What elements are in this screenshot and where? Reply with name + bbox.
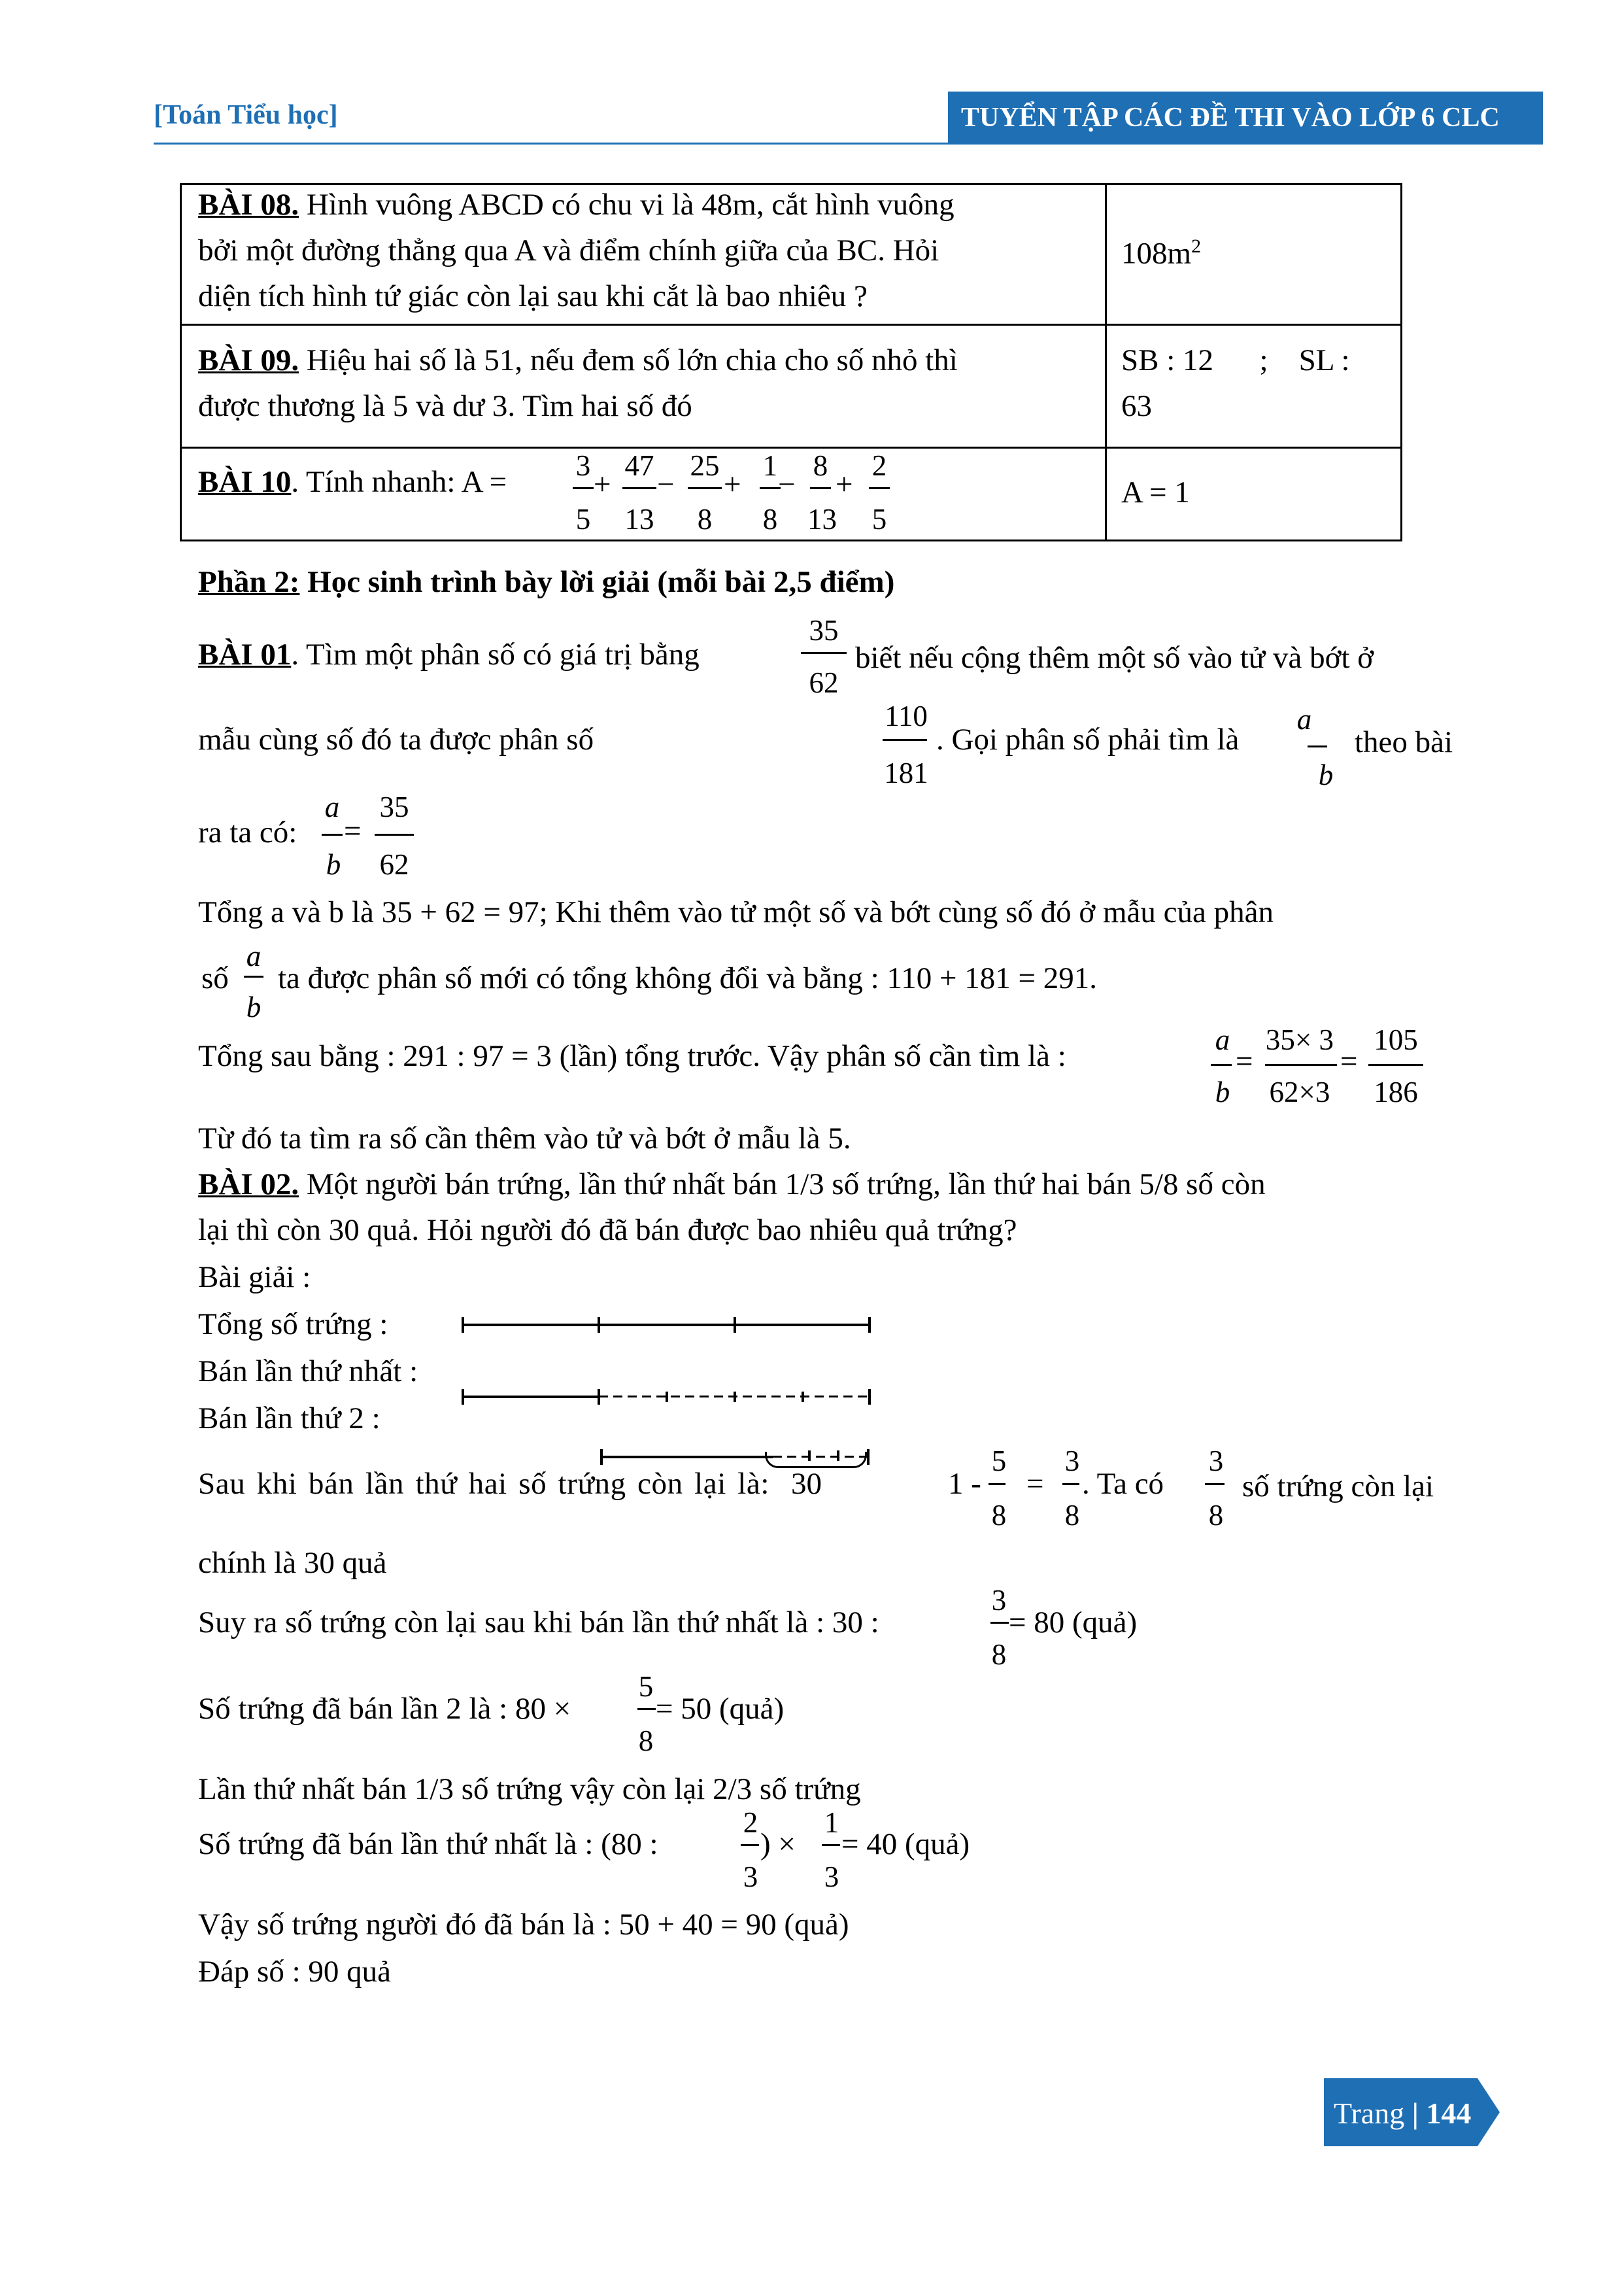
bai01-fa-num: a [1296, 703, 1312, 736]
bai02-f4a-num: 5 [991, 1445, 1007, 1477]
fraction-bar [810, 487, 831, 489]
diagram-sale1-bar [463, 1396, 599, 1398]
bai02-f4a-den: 8 [991, 1499, 1007, 1532]
table-r2-answer-2: 63 [1121, 389, 1152, 423]
bai01-eq-b: b [326, 848, 341, 881]
bai02-f4b-num: 3 [1064, 1445, 1080, 1477]
bai02-f9a-num: 2 [743, 1806, 758, 1839]
r3-operator: + [724, 468, 741, 502]
bai01-line2c: theo bài [1355, 725, 1453, 759]
bai02-line6a: Suy ra số trứng còn lại sau khi bán lần thứ nhất là : 30 : [198, 1605, 879, 1639]
r3-frac-den: 13 [624, 503, 654, 536]
bai01-f2-num: 110 [885, 700, 928, 732]
fraction-bar [375, 834, 414, 836]
bai01-l6-mid-den: 62×3 [1269, 1076, 1330, 1108]
fraction-bar [988, 1483, 1005, 1485]
bai01-f2-den: 181 [884, 757, 928, 789]
r3-frac-num: 2 [871, 449, 887, 482]
fraction-bar [990, 1622, 1009, 1624]
diagram-tick [802, 1392, 804, 1402]
diagram-tick [598, 1389, 600, 1405]
fraction-bar [688, 487, 722, 489]
fraction-bar [244, 976, 263, 978]
diagram-tick [734, 1392, 736, 1402]
bai02-f9a-den: 3 [743, 1860, 758, 1893]
bai02-line7b: = 50 (quả) [656, 1692, 785, 1726]
r3-frac-num: 8 [813, 449, 828, 482]
bai01-l5-a: a [246, 940, 262, 972]
fraction-bar [741, 1844, 759, 1846]
bai02-f6-den: 8 [991, 1638, 1007, 1671]
fraction-bar [883, 739, 927, 741]
table-r2-answer-1: SB : 12 ; SL : [1121, 343, 1350, 377]
fraction-bar [822, 1844, 840, 1846]
table-row-divider-2 [180, 447, 1402, 449]
diagram-tick [734, 1317, 736, 1333]
bai02-f4c-den: 8 [1208, 1499, 1224, 1532]
bai02-line7a: Số trứng đã bán lần 2 là : 80 × [198, 1692, 571, 1726]
diagram-tick [867, 1449, 870, 1465]
bai02-line8: Lần thứ nhất bán 1/3 số trứng vậy còn lại 2/3 số trứng [198, 1772, 861, 1806]
bai01-line5a: số [201, 961, 229, 995]
bai02-line6b: = 80 (quả) [1009, 1605, 1138, 1639]
table-r3-line: BÀI 10. Tính nhanh: A = [198, 465, 515, 499]
bai02-f9b-num: 1 [824, 1806, 839, 1839]
r3-frac-num: 3 [575, 449, 591, 482]
bai02-line10: Vậy số trứng người đó đã bán là : 50 + 40 = 90 (quả) [198, 1908, 849, 1942]
diagram-sale2-bar [601, 1456, 773, 1458]
bai02-line2: lại thì còn 30 quả. Hỏi người đó đã bán được bao nhiêu quả trứng? [198, 1213, 1017, 1247]
diagram-label-total: Tổng số trứng : [198, 1307, 388, 1341]
table-r3-answer: A = 1 [1121, 475, 1190, 509]
bai01-l6-res-den: 186 [1374, 1076, 1418, 1108]
diagram-tick [868, 1389, 871, 1405]
bai02-f6-num: 3 [991, 1584, 1007, 1617]
table-row-divider-1 [180, 324, 1402, 326]
bai01-eq-num: 35 [379, 791, 409, 823]
bai01-l6-a: a [1215, 1023, 1230, 1056]
table-r1-line1: BÀI 08. Hình vuông ABCD có chu vi là 48m, cắt hình vuông [198, 188, 955, 222]
equals: = [344, 814, 362, 848]
fraction-bar [1205, 1483, 1225, 1485]
bai01-fa-den: b [1318, 759, 1334, 791]
diagram-brace [765, 1452, 867, 1468]
r3-frac-den: 8 [762, 503, 778, 536]
r3-frac-num: 25 [690, 449, 720, 482]
diagram-remaining-30: 30 [791, 1467, 822, 1501]
bai01-f1-den: 62 [809, 666, 839, 699]
r3-frac-den: 13 [807, 503, 837, 536]
r3-operator: − [657, 468, 675, 502]
bai02-f9b-den: 3 [824, 1860, 839, 1893]
bai01-line6: Tổng sau bằng : 291 : 97 = 3 (lần) tổng trước. Vậy phân số cần tìm là : [198, 1039, 1066, 1073]
bai01-line4: Tổng a và b là 35 + 62 = 97; Khi thêm vào tử một số và bớt cùng số đó ở mẫu của phân [198, 895, 1274, 929]
bai01-f1-num: 35 [809, 614, 839, 647]
diagram-label-sale2: Bán lần thứ 2 : [198, 1401, 380, 1435]
r3-operator: + [594, 468, 611, 502]
diagram-tick [868, 1317, 871, 1333]
bai01-line3: ra ta có: [198, 815, 297, 849]
equals: = [1236, 1044, 1253, 1078]
fraction-bar [1308, 745, 1327, 747]
part2-heading: Phần 2: Học sinh trình bày lời giải (mỗi bài 2,5 điểm) [198, 565, 895, 599]
table-r2-line2: được thương là 5 và dư 3. Tìm hai số đó [198, 389, 692, 423]
bai02-line9c: = 40 (quả) [841, 1827, 970, 1861]
bai01-line1a: BÀI 01. Tìm một phân số có giá trị bằng [198, 638, 700, 672]
bai01-line5b: ta được phân số mới có tổng không đổi và bằng : 110 + 181 = 291. [278, 961, 1098, 995]
bai01-l6-mid-num: 35× 3 [1265, 1023, 1334, 1056]
r3-frac-num: 1 [762, 449, 778, 482]
r3-frac-den: 5 [575, 503, 591, 536]
fraction-bar [869, 487, 890, 489]
bai02-line4a: Sau khi bán lần thứ hai số trứng còn lại là: [198, 1467, 769, 1501]
bai02-line9b: ) × [760, 1827, 796, 1861]
header-right: TUYỂN TẬP CÁC ĐỀ THI VÀO LỚP 6 CLC [961, 103, 1500, 133]
equals: = [1340, 1044, 1358, 1078]
fraction-bar [801, 652, 847, 654]
bai02-line1: BÀI 02. Một người bán trứng, lần thứ nhất bán 1/3 số trứng, lần thứ hai bán 5/8 số còn [198, 1167, 1266, 1201]
bai02-line4c: . Ta có [1082, 1467, 1164, 1501]
table-r1-line2: bởi một đường thẳng qua A và điểm chính giữa của BC. Hỏi [198, 233, 939, 267]
diagram-tick [600, 1449, 603, 1465]
fraction-bar [637, 1708, 656, 1710]
table-r2-line1: BÀI 09. Hiệu hai số là 51, nếu đem số lớn chia cho số nhỏ thì [198, 343, 958, 377]
equals: = [1026, 1467, 1044, 1501]
diagram-tick [462, 1389, 464, 1405]
bai01-l6-res-num: 105 [1374, 1023, 1418, 1056]
fraction-bar [1062, 1483, 1079, 1485]
bai01-l5-b: b [246, 991, 262, 1023]
bai01-l6-b: b [1215, 1076, 1230, 1108]
bai02-line9a: Số trứng đã bán lần thứ nhất là : (80 : [198, 1827, 658, 1861]
diagram-label-sale1: Bán lần thứ nhất : [198, 1354, 418, 1388]
bai02-line4d: số trứng còn lại [1242, 1469, 1434, 1503]
bai01-line2b: . Gọi phân số phải tìm là [936, 723, 1240, 757]
diagram-tick [666, 1392, 668, 1402]
table-r1-line3: diện tích hình tứ giác còn lại sau khi cắt là bao nhiêu ? [198, 279, 868, 313]
diagram-tick [598, 1317, 600, 1333]
bai02-f7-den: 8 [638, 1724, 654, 1757]
fraction-bar [622, 487, 656, 489]
bai01-line7: Từ đó ta tìm ra số cần thêm vào tử và bớt ở mẫu là 5. [198, 1122, 851, 1156]
bai01-eq-den: 62 [379, 848, 409, 881]
bai02-f7-num: 5 [638, 1670, 654, 1703]
fraction-bar [1265, 1064, 1337, 1066]
table-col-divider [1105, 183, 1107, 541]
bai02-line5: chính là 30 quả [198, 1546, 387, 1580]
bai01-line1b: biết nếu cộng thêm một số vào tử và bớt ở [855, 641, 1374, 675]
fraction-bar [322, 834, 343, 836]
r3-frac-den: 5 [871, 503, 887, 536]
bai02-f4c-num: 3 [1208, 1445, 1224, 1477]
bai02-f4b-den: 8 [1064, 1499, 1080, 1532]
header-left: [Toán Tiểu học] [154, 100, 338, 130]
page-number: Trang | 144 [1334, 2097, 1472, 2130]
diagram-tick [462, 1317, 464, 1333]
table-r1-answer: $108m^2$ [1121, 235, 1202, 271]
r3-frac-den: 8 [697, 503, 713, 536]
bai01-line2a: mẫu cùng số đó ta được phân số [198, 723, 594, 757]
fraction-bar [573, 487, 594, 489]
bai02-line4b: 1 - [948, 1467, 981, 1501]
fraction-bar [1368, 1064, 1423, 1066]
diagram-total-bar [463, 1324, 870, 1326]
r3-frac-num: 47 [624, 449, 654, 482]
r3-operator: − [778, 468, 796, 502]
bai02-answer: Đáp số : 90 quả [198, 1955, 392, 1989]
r3-operator: + [836, 468, 853, 502]
page-number-arrow [1478, 2078, 1500, 2146]
bai02-line3: Bài giải : [198, 1260, 311, 1294]
bai01-eq-a: a [324, 791, 340, 823]
fraction-bar [1211, 1064, 1232, 1066]
